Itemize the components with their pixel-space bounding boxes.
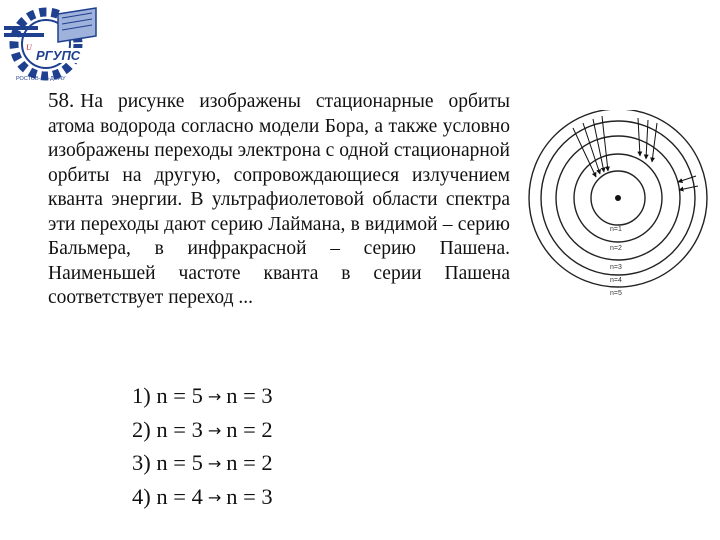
answer-option-3[interactable]: 3) n = 5 → n = 2 bbox=[132, 450, 273, 475]
logo-text: РГУПС bbox=[36, 48, 81, 63]
bohr-model-diagram bbox=[526, 110, 708, 302]
book-icon bbox=[58, 8, 96, 42]
answer-option-2[interactable]: 2) n = 3 → n = 2 bbox=[132, 416, 273, 442]
question-body: На рисунке изображены стационарные орбиты атома водорода согласно модели Бора, а также условно изображены переходы электрона с одной стационарной орбиты на другую, сопровождающиеся излучением кванта энергии. В ультрафиолетовой области спектра эти переходы дают серию Лаймана, в видимой – серию Бальмера, в инфракрасной – серию Пашена. Наименьшей частоте кванта в серии Пашена соответствует переход ... bbox=[48, 91, 510, 308]
orbit-label-n1: n=1 bbox=[610, 226, 622, 233]
answer-options bbox=[132, 380, 273, 514]
arrow-icon: → bbox=[207, 454, 222, 473]
orbit-label-n2: n=2 bbox=[610, 245, 622, 252]
transition-arrow bbox=[593, 119, 604, 172]
arrow-icon: → bbox=[207, 487, 222, 507]
logo-ring-text: РОСТОВ-НА-ДОНУ bbox=[16, 76, 66, 82]
question-number: 58. bbox=[48, 88, 75, 112]
svg-text:U: U bbox=[26, 43, 32, 52]
arrow-icon: → bbox=[207, 387, 222, 406]
question-text-block bbox=[48, 88, 510, 311]
university-logo bbox=[0, 0, 110, 88]
orbit-label-n3: n=3 bbox=[610, 264, 622, 271]
orbit-label-n4: n=4 bbox=[610, 277, 622, 284]
orbit-label-n5: n=5 bbox=[610, 290, 622, 297]
transition-arrow bbox=[602, 116, 608, 171]
arrow-icon: → bbox=[207, 420, 222, 440]
answer-option-1[interactable]: 1) n = 5 → n = 3 bbox=[132, 383, 273, 408]
nucleus bbox=[615, 195, 621, 201]
answer-option-4[interactable]: 4) n = 4 → n = 3 bbox=[132, 483, 273, 509]
